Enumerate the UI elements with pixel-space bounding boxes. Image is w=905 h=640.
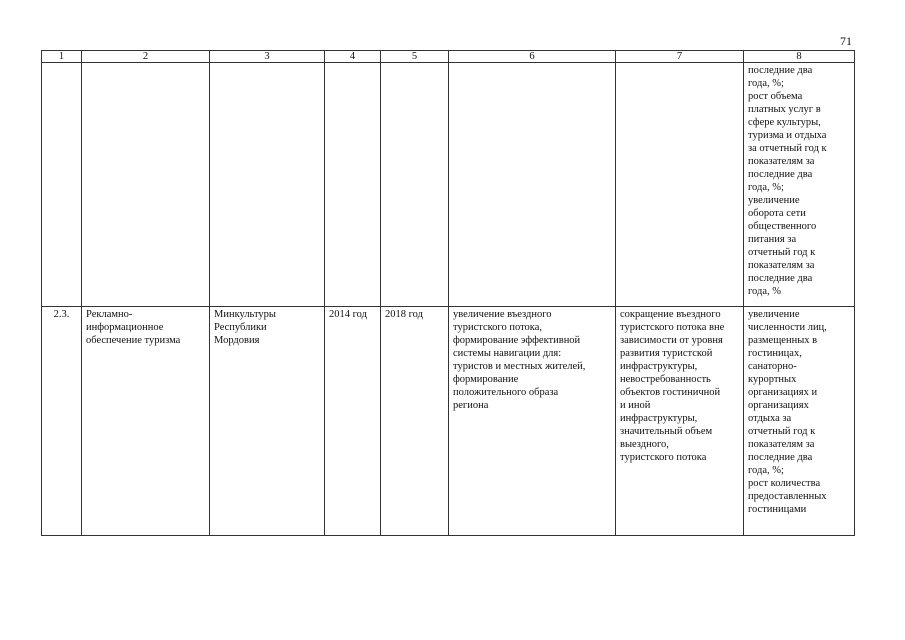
page-number: 71 <box>840 34 852 48</box>
cell-indicators: увеличение численности лиц, размещенных в гостиницах, санаторно- курортных организациях и организациях отдыха за отчетный год к показателям за последние два года, %; рост количества предоставленных гостиницами <box>744 307 855 536</box>
cell-end <box>381 63 449 307</box>
column-number-6: 6 <box>449 51 616 63</box>
table-row-continued <box>42 63 855 307</box>
cell-indicators: последние два года, %; рост объема платных услуг в сфере культуры, туризма и отдыха за отчетный год к показателям за последние два года, %; увеличение оборота сети общественного питания за отчетный год к показателям за последние два года, % <box>744 63 855 307</box>
cell-executor <box>210 63 325 307</box>
cell-end: 2018 год <box>381 307 449 536</box>
column-number-1: 1 <box>42 51 82 63</box>
cell-name: Рекламно- информационное обеспечение туризма <box>82 307 210 536</box>
column-number-3: 3 <box>210 51 325 63</box>
column-number-2: 2 <box>82 51 210 63</box>
cell-name <box>82 63 210 307</box>
cell-executor: Минкультуры Республики Мордовия <box>210 307 325 536</box>
cell-num <box>42 63 82 307</box>
column-number-7: 7 <box>616 51 744 63</box>
table-row-2-3 <box>42 307 855 536</box>
column-number-8: 8 <box>744 51 855 63</box>
measures-table <box>41 50 855 536</box>
cell-consequences: сокращение въездного туристского потока вне зависимости от уровня развития туристской инфраструктуры, невостребованность объектов гостиничной и иной инфраструктуры, значительный объем выездного, туристского потока <box>616 307 744 536</box>
column-number-4: 4 <box>325 51 381 63</box>
column-number-row <box>42 51 855 63</box>
column-number-5: 5 <box>381 51 449 63</box>
cell-consequences <box>616 63 744 307</box>
cell-result: увеличение въездного туристского потока, формирование эффективной системы навигации для: туристов и местных жителей, формирование положительного образа региона <box>449 307 616 536</box>
cell-start: 2014 год <box>325 307 381 536</box>
cell-result <box>449 63 616 307</box>
cell-start <box>325 63 381 307</box>
cell-num: 2.3. <box>42 307 82 536</box>
